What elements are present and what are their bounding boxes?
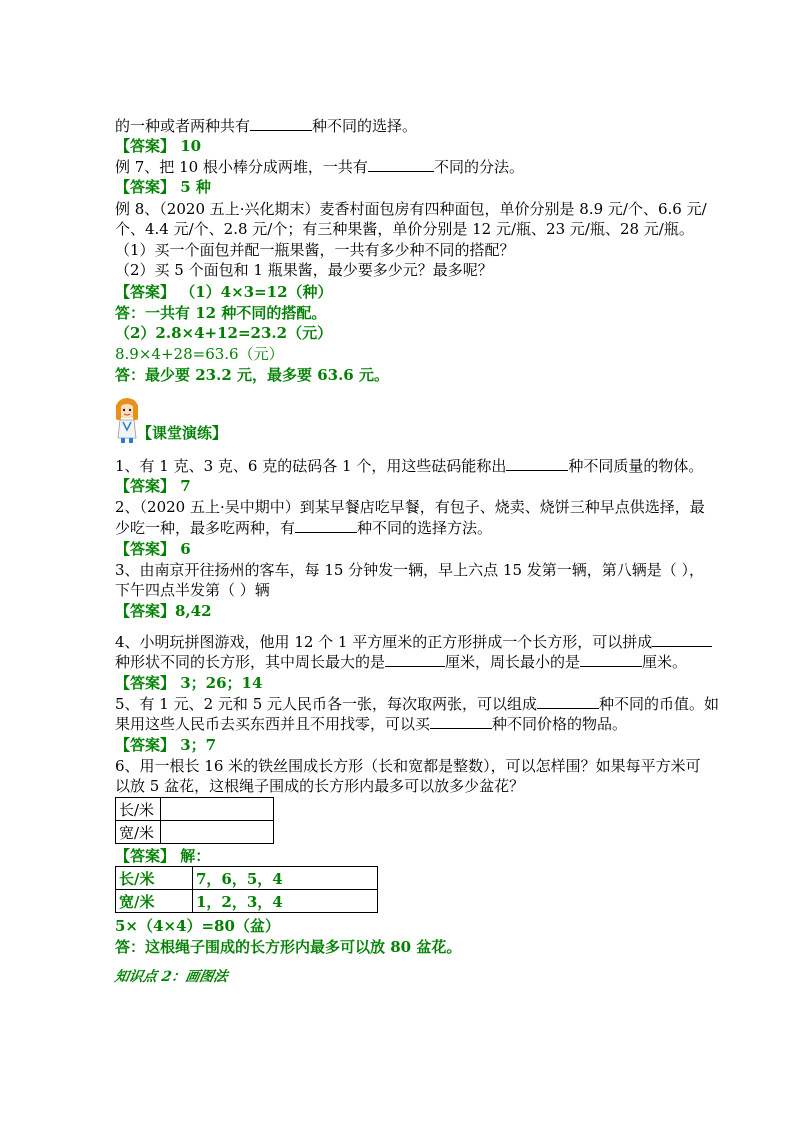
text-fragment: 例 7、把 10 根小棒分成两堆，一共有: [115, 158, 368, 176]
knowledge-point-heading: 知识点 2：画图法: [113, 969, 229, 985]
table-cell: [161, 821, 274, 844]
text-fragment: 厘米。: [642, 653, 688, 671]
practice-5-line1: [115, 694, 719, 714]
answer-line: 【答案】 3；26；14: [115, 674, 263, 692]
practice-2-line1: 2、（2020 五上·吴中期中）到某早餐店吃早餐，有包子、烧卖、烧饼三种早点供选择，最: [115, 498, 705, 516]
practice-2-line2: [115, 518, 492, 538]
text-line: [115, 116, 417, 136]
text-fragment: 种不同价格的物品。: [492, 715, 628, 733]
practice-1: [115, 456, 703, 476]
table-header-cell: 宽/米: [116, 821, 161, 844]
table-header-cell: 宽/米: [116, 890, 193, 913]
table-row: [116, 798, 274, 821]
text-fragment: 果用这些人民币去买东西并且不用找零，可以买: [115, 715, 431, 733]
text-fragment: 种形状不同的长方形，其中周长最大的是: [115, 653, 386, 671]
answer-line: 答：这根绳子围成的长方形内最多可以放 80 盆花。: [115, 938, 462, 956]
table-cell: 7，6，5，4: [193, 867, 378, 890]
table-row: [116, 821, 274, 844]
answer-line: 【答案】 解：: [115, 847, 211, 865]
example-7: [115, 157, 524, 177]
answer-blank: [368, 157, 434, 172]
answer-line: 【答案】 （1）4×3=12（种）: [115, 283, 333, 301]
answer-line: （2）2.8×4+12=23.2（元）: [115, 324, 333, 342]
answer-line: 【答案】 7: [115, 477, 191, 495]
answer-blank: [295, 518, 357, 533]
text-fragment: 种不同的选择方法。: [357, 519, 493, 537]
text-fragment: 的一种或者两种共有: [115, 117, 251, 135]
example-8-line1: 例 8、（2020 五上·兴化期末）麦香村面包房有四种面包，单价分别是 8.9 元/个、6.6 元/: [115, 200, 707, 218]
answer-blank: [506, 456, 568, 471]
practice-6-line1: 6、用一根长 16 米的铁丝围成长方形（长和宽都是整数），可以怎样围？如果每平方米可: [115, 757, 701, 775]
table-cell: [161, 798, 274, 821]
table-row: [116, 890, 378, 913]
text-fragment: 厘米，周长最小的是: [445, 653, 581, 671]
answer-line: 【答案】 10: [115, 137, 202, 155]
answer-line: 【答案】 3；7: [115, 736, 217, 754]
practice-6-line2: 以放 5 盆花，这根绳子围成的长方形内最多可以放多少盆花？: [115, 777, 525, 795]
answer-table: [115, 866, 378, 913]
text-fragment: 少吃一种，最多吃两种，有: [115, 519, 296, 537]
answer-blank: [537, 694, 599, 709]
answer-line: 【答案】8,42: [115, 602, 212, 620]
text-fragment: 种不同的币值。如: [599, 695, 720, 713]
table-cell: 1，2，3，4: [193, 890, 378, 913]
text-fragment: 1、有 1 克、3 克、6 克的砝码各 1 个，用这些砝码能称出: [115, 457, 507, 475]
answer-line: 【答案】 5 种: [115, 178, 211, 196]
answer-line: 答：最少要 23.2 元，最多要 63.6 元。: [115, 366, 389, 384]
practice-3-line2: 下午四点半发第（ ）辆: [115, 581, 270, 599]
practice-5-line2: [115, 714, 627, 734]
text-fragment: 4、小明玩拼图游戏，他用 12 个 1 平方厘米的正方形拼成一个长方形，可以拼成: [115, 633, 653, 651]
table-header-cell: 长/米: [116, 867, 193, 890]
table-row: [116, 867, 378, 890]
practice-4-line2: [115, 652, 687, 672]
practice-4-line1: [115, 632, 712, 652]
example-8-question1: （1）买一个面包并配一瓶果酱，一共有多少种不同的搭配？: [115, 241, 515, 259]
blank-table: [115, 797, 274, 844]
answer-blank: [430, 714, 492, 729]
answer-line: 答：一共有 12 种不同的搭配。: [115, 304, 327, 322]
text-fragment: 种不同的选择。: [312, 117, 418, 135]
text-fragment: 不同的分法。: [433, 158, 524, 176]
example-8-question2: （2）买 5 个面包和 1 瓶果酱，最少要多少元？最多呢？: [115, 261, 493, 279]
answer-blank: [250, 116, 312, 131]
answer-blank: [580, 652, 642, 667]
practice-3-line1: 3、由南京开往扬州的客车，每 15 分钟发一辆，早上六点 15 发第一辆，第八辆是（ ），: [115, 561, 705, 579]
answer-blank: [652, 632, 712, 647]
answer-blank: [385, 652, 445, 667]
answer-line: 【答案】 6: [115, 540, 191, 558]
text-fragment: 种不同质量的物体。: [568, 457, 704, 475]
answer-line: 8.9×4+28=63.6（元）: [115, 345, 284, 363]
table-header-cell: 长/米: [116, 798, 161, 821]
cartoon-girl-icon: [115, 396, 139, 446]
section-title: 【课堂演练】: [137, 424, 228, 442]
text-fragment: 5、有 1 元、2 元和 5 元人民币各一张，每次取两张，可以组成: [115, 695, 538, 713]
example-8-line2: 个、4.4 元/个、2.8 元/个；有三种果酱，单价分别是 12 元/瓶、23 元/瓶、28 元/瓶。: [115, 220, 694, 238]
answer-line: 5×（4×4）=80（盆）: [115, 917, 280, 935]
